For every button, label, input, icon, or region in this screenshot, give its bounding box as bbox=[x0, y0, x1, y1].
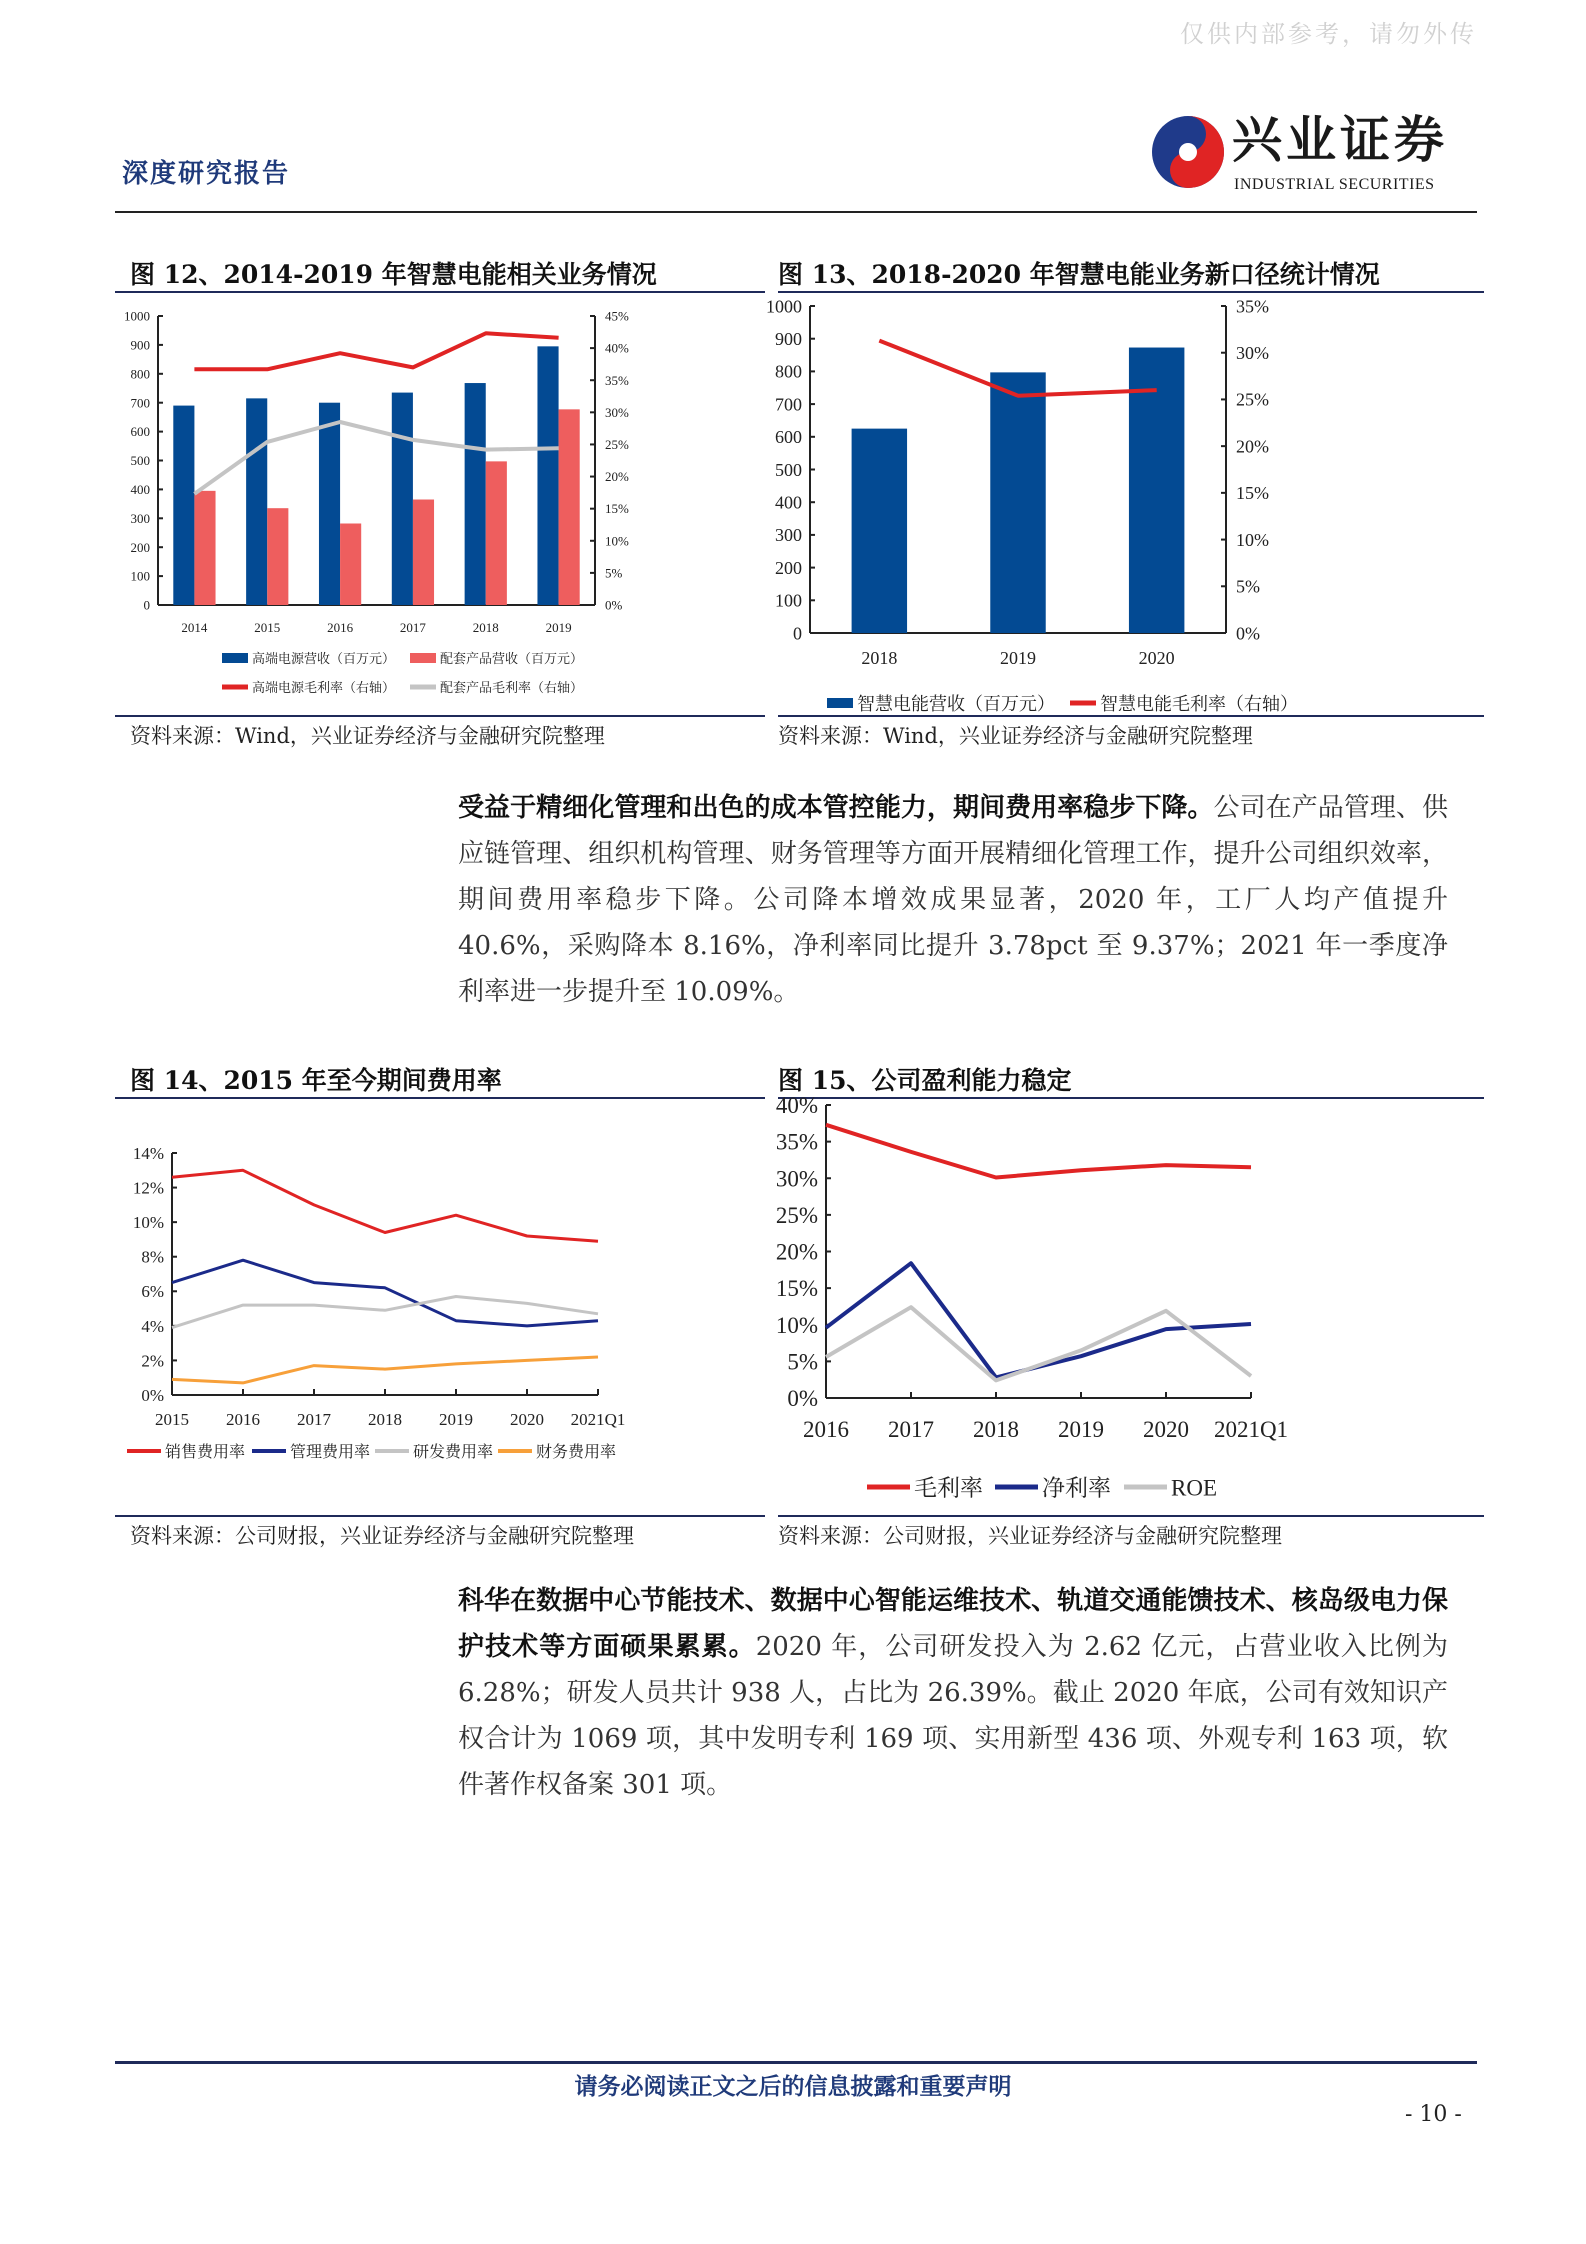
x-tick-label: 2019 bbox=[545, 620, 572, 635]
report-type-label: 深度研究报告 bbox=[122, 159, 291, 189]
page-number: - 10 - bbox=[1405, 2102, 1462, 2127]
y-tick-label: 2% bbox=[141, 1351, 164, 1371]
y2-tick-label: 45% bbox=[605, 308, 629, 324]
bar-2017 bbox=[413, 500, 434, 605]
y-tick-label: 0% bbox=[141, 1385, 164, 1405]
legend-label: 毛利率 bbox=[914, 1475, 983, 1501]
y-tick-label: 400 bbox=[130, 481, 150, 497]
x-tick-label: 2020 bbox=[510, 1410, 544, 1429]
x-tick-label: 2018 bbox=[973, 1417, 1019, 1442]
y2-tick-label: 35% bbox=[605, 372, 629, 388]
y-tick-label: 900 bbox=[775, 329, 802, 349]
y-tick-label: 10% bbox=[775, 1312, 818, 1338]
legend-label: 配套产品毛利率（右轴） bbox=[440, 679, 584, 695]
y-tick-label: 15% bbox=[775, 1276, 818, 1302]
x-tick-label: 2016 bbox=[226, 1410, 260, 1429]
y-tick-label: 0 bbox=[143, 597, 150, 613]
y2-tick-label: 5% bbox=[1236, 576, 1260, 597]
legend-swatch bbox=[410, 653, 436, 663]
series-line-ROE bbox=[826, 1307, 1251, 1380]
x-tick-label: 2021Q1 bbox=[1213, 1417, 1289, 1442]
y-tick-label: 700 bbox=[775, 394, 802, 415]
y-tick-label: 100 bbox=[775, 590, 802, 611]
bar-2016 bbox=[319, 403, 340, 605]
bar-2018 bbox=[852, 429, 907, 633]
y2-tick-label: 25% bbox=[1236, 389, 1269, 410]
figure-15-source: 资料来源：公司财报，兴业证券经济与金融研究院整理 bbox=[778, 1524, 1282, 1548]
figure-13-title: 图 13、2018-2020 年智慧电能业务新口径统计情况 bbox=[778, 260, 1380, 289]
y-tick-label: 800 bbox=[130, 366, 150, 382]
y2-tick-label: 25% bbox=[605, 436, 629, 452]
legend-label: 销售费用率 bbox=[165, 1444, 246, 1462]
bar-2017 bbox=[392, 393, 413, 605]
y-tick-label: 4% bbox=[141, 1316, 164, 1336]
y-tick-label: 900 bbox=[130, 337, 150, 353]
bar-2015 bbox=[267, 508, 288, 605]
bar-2018 bbox=[486, 461, 507, 605]
x-tick-label: 2014 bbox=[181, 620, 208, 635]
y-tick-label: 0 bbox=[793, 623, 802, 644]
y-tick-label: 500 bbox=[130, 453, 150, 469]
x-tick-label: 2017 bbox=[888, 1417, 934, 1442]
y2-tick-label: 0% bbox=[1236, 623, 1260, 644]
y-tick-label: 400 bbox=[775, 492, 802, 513]
y-tick-label: 500 bbox=[775, 459, 802, 480]
x-tick-label: 2018 bbox=[368, 1410, 402, 1429]
legend-label: 高端电源毛利率（右轴） bbox=[252, 679, 396, 695]
y-tick-label: 35% bbox=[775, 1129, 818, 1155]
bar-2019 bbox=[559, 409, 580, 605]
logo-text-cn: 兴业证券 bbox=[1232, 110, 1448, 169]
series-line-管理费用率 bbox=[172, 1260, 598, 1326]
x-tick-label: 2018 bbox=[861, 648, 898, 668]
y-tick-label: 6% bbox=[141, 1282, 164, 1302]
figure-12-title: 图 12、2014-2019 年智慧电能相关业务情况 bbox=[130, 260, 657, 289]
y-tick-label: 8% bbox=[141, 1247, 164, 1267]
logo-text-en: INDUSTRIAL SECURITIES bbox=[1234, 176, 1435, 193]
y-tick-label: 1000 bbox=[124, 308, 150, 324]
x-tick-label: 2021Q1 bbox=[570, 1410, 626, 1429]
figure-14-source: 资料来源：公司财报，兴业证券经济与金融研究院整理 bbox=[130, 1524, 634, 1548]
y2-tick-label: 10% bbox=[605, 533, 629, 549]
bar-2016 bbox=[340, 524, 361, 605]
y-tick-label: 700 bbox=[130, 395, 150, 411]
legend-label: 高端电源营收（百万元） bbox=[252, 650, 396, 666]
y-tick-label: 5% bbox=[787, 1349, 818, 1375]
x-tick-label: 2016 bbox=[803, 1417, 849, 1442]
paragraph-2-lead: 科华在数据中心节能技术、数据中心智能运维技术、轨道交通能馈技术、核岛级电力保护技术等方面硕果累累。 bbox=[458, 1586, 1448, 1662]
paragraph-2-body: 2020 年，公司研发投入为 2.62 亿元，占营业收入比例为 6.28%；研发人员共计 938 人，占比为 26.39%。截止 2020 年底，公司有效知识产权合计为 1069 项，其中发明专利 169 项、实用新型 436 项、外观专利 163 项，软件著作权备案 301 项。 bbox=[458, 1632, 1448, 1800]
legend-label: 净利率 bbox=[1042, 1475, 1111, 1501]
y2-tick-label: 30% bbox=[605, 404, 629, 420]
y-tick-label: 600 bbox=[130, 424, 150, 440]
y-tick-label: 200 bbox=[130, 539, 150, 555]
x-tick-label: 2015 bbox=[155, 1410, 189, 1429]
y-tick-label: 600 bbox=[775, 427, 802, 448]
y2-tick-label: 35% bbox=[1236, 296, 1269, 317]
paragraph-1-body: 公司在产品管理、供应链管理、组织机构管理、财务管理等方面开展精细化管理工作，提升公司组织效率，期间费用率稳步下降。公司降本增效成果显著，2020 年，工厂人均产值提升 40.6%，采购降本 8.16%，净利率同比提升 3.78pct 至 9.37%；2021 年一季度净利率进一步提升至 10.09%。 bbox=[458, 793, 1448, 1007]
y-tick-label: 800 bbox=[775, 361, 802, 382]
x-tick-label: 2020 bbox=[1143, 1417, 1189, 1442]
legend-swatch bbox=[827, 698, 853, 708]
series-line-财务费用率 bbox=[172, 1357, 598, 1383]
y-tick-label: 300 bbox=[130, 510, 150, 526]
series-line-销售费用率 bbox=[172, 1170, 598, 1241]
bar-2014 bbox=[173, 406, 194, 605]
x-tick-label: 2019 bbox=[1058, 1417, 1104, 1442]
legend-label: ROE bbox=[1171, 1475, 1217, 1501]
legend-label: 研发费用率 bbox=[413, 1444, 494, 1462]
x-tick-label: 2019 bbox=[439, 1410, 473, 1429]
y2-tick-label: 40% bbox=[605, 340, 629, 356]
y-tick-label: 100 bbox=[130, 568, 150, 584]
y-tick-label: 20% bbox=[775, 1239, 818, 1265]
y-tick-label: 300 bbox=[775, 525, 802, 546]
y-tick-label: 1000 bbox=[766, 296, 802, 317]
bar-2019 bbox=[990, 372, 1045, 633]
x-tick-label: 2015 bbox=[254, 620, 281, 635]
watermark: 仅供内部参考，请勿外传 bbox=[1180, 20, 1477, 48]
legend-swatch bbox=[222, 653, 248, 663]
legend-label: 财务费用率 bbox=[536, 1444, 617, 1462]
bar-2014 bbox=[194, 491, 215, 605]
y-tick-label: 10% bbox=[132, 1213, 164, 1233]
y-tick-label: 200 bbox=[775, 557, 802, 578]
paragraph-1-lead: 受益于精细化管理和出色的成本管控能力，期间费用率稳步下降。 bbox=[458, 793, 1214, 823]
x-tick-label: 2016 bbox=[327, 620, 354, 635]
x-tick-label: 2018 bbox=[472, 620, 499, 635]
y2-tick-label: 5% bbox=[605, 565, 623, 581]
y-tick-label: 12% bbox=[132, 1178, 164, 1198]
chart-14 bbox=[127, 1144, 625, 1461]
y2-tick-label: 15% bbox=[605, 501, 629, 517]
chart-12 bbox=[124, 309, 629, 695]
bar-2018 bbox=[465, 383, 486, 605]
y2-tick-label: 15% bbox=[1236, 483, 1269, 504]
series-line-研发费用率 bbox=[172, 1297, 598, 1328]
legend-label: 配套产品营收（百万元） bbox=[440, 650, 584, 666]
y-tick-label: 25% bbox=[775, 1202, 818, 1228]
figure-14-title: 图 14、2015 年至今期间费用率 bbox=[130, 1066, 502, 1095]
legend-label: 智慧电能营收（百万元） bbox=[857, 693, 1055, 714]
y-tick-label: 40% bbox=[775, 1093, 818, 1119]
figure-13-source: 资料来源：Wind，兴业证券经济与金融研究院整理 bbox=[778, 724, 1253, 748]
figure-12-source: 资料来源：Wind，兴业证券经济与金融研究院整理 bbox=[130, 724, 605, 748]
series-line-高端电源毛利率（右轴） bbox=[194, 333, 558, 369]
y-tick-label: 14% bbox=[132, 1143, 164, 1163]
y2-tick-label: 20% bbox=[1236, 436, 1269, 457]
bar-2015 bbox=[246, 398, 267, 605]
y2-tick-label: 10% bbox=[1236, 529, 1269, 550]
y2-tick-label: 20% bbox=[605, 469, 629, 485]
y2-tick-label: 30% bbox=[1236, 343, 1269, 364]
legend-label: 管理费用率 bbox=[290, 1444, 371, 1462]
footer-disclaimer: 请务必阅读正文之后的信息披露和重要声明 bbox=[574, 2074, 1012, 2100]
y2-tick-label: 0% bbox=[605, 597, 623, 613]
x-tick-label: 2017 bbox=[399, 620, 426, 635]
chart-15 bbox=[776, 1093, 1288, 1501]
x-tick-label: 2020 bbox=[1138, 648, 1175, 668]
y-tick-label: 0% bbox=[787, 1386, 818, 1412]
y-tick-label: 30% bbox=[775, 1166, 818, 1192]
figure-15-title: 图 15、公司盈利能力稳定 bbox=[778, 1066, 1072, 1095]
x-tick-label: 2017 bbox=[297, 1410, 331, 1429]
bar-2019 bbox=[537, 346, 558, 605]
x-tick-label: 2019 bbox=[1000, 648, 1036, 668]
legend-label: 智慧电能毛利率（右轴） bbox=[1100, 693, 1298, 714]
series-line-毛利率 bbox=[826, 1125, 1251, 1178]
chart-13 bbox=[766, 296, 1298, 714]
